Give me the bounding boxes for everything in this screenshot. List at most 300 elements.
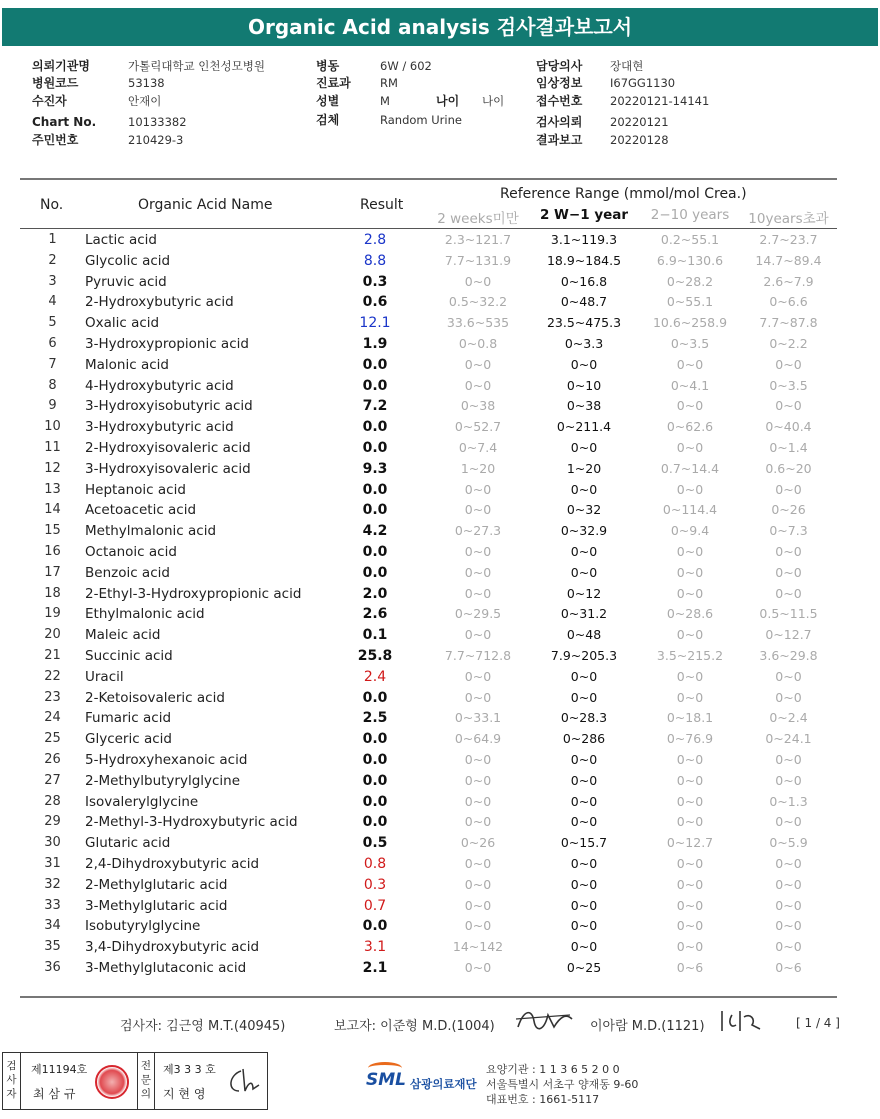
row-result: 0.0 <box>362 731 388 748</box>
row-acid-name: Ethylmalonic acid <box>85 606 205 623</box>
row-range-under-2w: 33.6~535 <box>446 315 510 331</box>
row-range-over-10y: 0~26 <box>771 502 806 518</box>
table-row <box>20 750 837 771</box>
row-result: 4.2 <box>362 523 388 540</box>
row-range-2w-1y: 0~211.4 <box>556 419 612 435</box>
row-no: 31 <box>44 855 61 871</box>
row-range-2w-1y: 3.1~119.3 <box>550 232 618 247</box>
row-acid-name: 2-Ketoisovaleric acid <box>85 689 225 706</box>
row-result: 3.1 <box>363 939 387 956</box>
row-range-2w-1y: 0~0 <box>570 356 598 372</box>
row-range-over-10y: 0~0 <box>775 398 802 414</box>
row-range-over-10y: 0~24.1 <box>765 731 812 747</box>
info-value-chart-no: 10133382 <box>128 115 187 129</box>
row-result: 0.0 <box>362 481 388 498</box>
row-range-2w-1y: 0~0 <box>570 897 598 913</box>
table-row <box>20 646 837 667</box>
row-range-2-10y: 0~28.2 <box>666 273 714 289</box>
table-row <box>20 667 837 688</box>
row-range-2-10y: 0.2~55.1 <box>660 232 720 247</box>
info-value-report-date: 20220128 <box>610 133 669 147</box>
row-acid-name: 3-Hydroxybutyric acid <box>85 419 234 436</box>
row-no: 19 <box>44 606 61 622</box>
row-range-over-10y: 2.7~23.7 <box>759 232 818 247</box>
row-range-over-10y: 7.7~87.8 <box>759 315 818 331</box>
row-range-2-10y: 0~0 <box>676 793 704 809</box>
row-no: 29 <box>44 814 61 830</box>
row-acid-name: 4-Hydroxybutyric acid <box>85 377 234 394</box>
table-row <box>20 916 837 937</box>
row-range-under-2w: 7.7~131.9 <box>444 252 512 268</box>
row-range-2w-1y: 0~32.9 <box>560 523 608 539</box>
row-range-2-10y: 0~18.1 <box>666 710 714 726</box>
row-no: 32 <box>44 876 61 892</box>
row-range-over-10y: 0~0 <box>775 897 802 913</box>
row-range-under-2w: 0~0 <box>464 564 492 580</box>
info-value-hospital-code: 53138 <box>128 76 165 90</box>
row-range-2-10y: 0~12.7 <box>666 835 714 851</box>
table-row <box>20 459 837 480</box>
table-row <box>20 334 837 355</box>
row-range-under-2w: 0~0 <box>464 627 492 643</box>
row-range-2-10y: 0~0 <box>676 876 704 892</box>
sml-logo <box>366 1062 486 1102</box>
header-name: Organic Acid Name <box>138 197 273 213</box>
row-result: 8.8 <box>363 252 387 269</box>
info-label-patient: 수진자 <box>32 94 67 108</box>
row-range-2w-1y: 0~38 <box>566 398 602 414</box>
row-range-2-10y: 0~0 <box>676 751 704 767</box>
row-result: 0.1 <box>362 627 388 644</box>
table-row <box>20 584 837 605</box>
reporter-signature: 보고자: 이준형 M.D.(1004) <box>334 1019 495 1034</box>
row-range-under-2w: 0~0 <box>464 585 492 601</box>
row-range-2w-1y: 23.5~475.3 <box>546 315 622 331</box>
row-range-under-2w: 0~0 <box>464 356 492 372</box>
row-acid-name: 5-Hydroxyhexanoic acid <box>85 751 248 768</box>
row-result: 7.2 <box>362 398 388 415</box>
row-range-2-10y: 0~62.6 <box>666 419 714 435</box>
row-result: 0.0 <box>362 439 388 456</box>
info-value-request-date: 20220121 <box>610 115 669 129</box>
row-range-over-10y: 0~12.7 <box>765 627 812 643</box>
row-range-2-10y: 0~6 <box>676 959 704 975</box>
table-bottom-border <box>20 996 837 998</box>
info-label-hospital-code: 병원코드 <box>32 76 79 90</box>
cert-label-tester: 검 사 자 <box>3 1053 21 1109</box>
row-range-under-2w: 0.5~32.2 <box>448 294 508 310</box>
row-acid-name: 2-Hydroxybutyric acid <box>85 294 234 311</box>
row-no: 34 <box>44 918 61 934</box>
patient-info <box>32 58 862 150</box>
row-no: 28 <box>44 793 61 809</box>
row-acid-name: Isobutyrylglycine <box>85 918 201 935</box>
row-result: 0.0 <box>362 419 388 436</box>
row-range-under-2w: 1~20 <box>460 460 496 476</box>
row-no: 21 <box>44 647 61 663</box>
row-range-2w-1y: 0~0 <box>570 918 598 934</box>
row-result: 1.9 <box>362 335 388 352</box>
row-acid-name: Maleic acid <box>85 627 161 644</box>
row-acid-name: 3-Hydroxypropionic acid <box>85 335 249 352</box>
cert-specialist-name: 지 현 영 <box>163 1087 206 1101</box>
row-no: 11 <box>44 439 61 455</box>
info-label-report-date: 결과보고 <box>536 133 583 147</box>
row-acid-name: Glutaric acid <box>85 835 171 852</box>
row-range-2-10y: 0~0 <box>676 564 704 580</box>
lab-code: 요양기관 : 1 1 3 6 5 2 0 0 <box>486 1063 620 1076</box>
row-acid-name: Fumaric acid <box>85 710 172 727</box>
info-value-hospital: 가톨릭대학교 인천성모병원 <box>128 59 265 73</box>
row-range-under-2w: 0~0 <box>464 273 492 289</box>
info-label-receipt-no: 접수번호 <box>536 94 583 108</box>
info-value-specimen: Random Urine <box>380 113 462 127</box>
table-row <box>20 500 837 521</box>
row-range-2w-1y: 0~0 <box>570 793 598 809</box>
row-range-2-10y: 0~3.5 <box>670 335 710 351</box>
row-range-2w-1y: 0~25 <box>566 959 602 975</box>
table-row <box>20 480 837 501</box>
row-range-under-2w: 0~38 <box>460 398 496 414</box>
row-range-2-10y: 0~4.1 <box>670 377 710 393</box>
row-range-under-2w: 0~0 <box>464 772 492 788</box>
row-result: 2.0 <box>362 585 388 602</box>
row-range-2-10y: 0~0 <box>676 481 704 497</box>
row-acid-name: Heptanoic acid <box>85 481 186 498</box>
row-range-2-10y: 0~0 <box>676 897 704 913</box>
table-row <box>20 854 837 875</box>
row-range-2w-1y: 0~0 <box>570 876 598 892</box>
row-range-over-10y: 0~0 <box>775 939 802 955</box>
row-range-over-10y: 0~0 <box>775 772 802 788</box>
row-range-2w-1y: 0~31.2 <box>560 606 608 622</box>
row-result: 0.3 <box>362 273 388 290</box>
cert-specialist-no: 제3 3 3 호 <box>163 1063 216 1076</box>
row-acid-name: 2,4-Dihydroxybutyric acid <box>85 855 260 872</box>
row-range-under-2w: 0~0 <box>464 814 492 830</box>
row-range-over-10y: 0~40.4 <box>765 419 812 435</box>
row-range-under-2w: 0~0 <box>464 543 492 559</box>
handwritten-signature-1 <box>514 1005 576 1033</box>
row-no: 6 <box>48 335 57 351</box>
row-range-under-2w: 2.3~121.7 <box>444 232 512 247</box>
row-no: 30 <box>44 835 61 851</box>
header-range-2: 2−10 years <box>650 207 730 223</box>
row-no: 12 <box>44 460 61 476</box>
row-range-under-2w: 0~27.3 <box>454 523 502 539</box>
table-row <box>20 958 837 979</box>
row-result: 0.0 <box>362 918 388 935</box>
row-result: 2.1 <box>362 959 388 976</box>
row-range-over-10y: 0~6 <box>775 959 802 975</box>
row-range-2w-1y: 0~0 <box>570 772 598 788</box>
table-row <box>20 292 837 313</box>
row-result: 0.3 <box>363 876 387 893</box>
row-result: 0.0 <box>362 751 388 768</box>
row-no: 24 <box>44 710 61 726</box>
header-no: No. <box>40 197 64 213</box>
info-label-hospital: 의뢰기관명 <box>32 59 90 73</box>
report-title: Organic Acid analysis 검사결과보고서 <box>2 8 878 46</box>
row-no: 7 <box>48 356 57 372</box>
row-result: 0.8 <box>363 855 387 872</box>
info-value-id-no: 210429-3 <box>128 133 184 147</box>
row-range-over-10y: 0~2.4 <box>769 710 808 726</box>
row-range-2w-1y: 0~10 <box>566 377 602 393</box>
row-range-2-10y: 0~114.4 <box>662 502 718 518</box>
row-range-2w-1y: 0~16.8 <box>560 273 608 289</box>
row-range-over-10y: 0.6~20 <box>765 460 812 476</box>
row-range-2-10y: 0~0 <box>676 398 704 414</box>
info-value-doctor: 장대현 <box>610 59 644 73</box>
row-result: 2.5 <box>362 710 388 727</box>
row-acid-name: 3-Hydroxyisobutyric acid <box>85 398 253 415</box>
table-row <box>20 230 837 251</box>
cert-tester-no: 제11194호 <box>31 1063 88 1076</box>
row-range-over-10y: 14.7~89.4 <box>755 252 822 268</box>
row-result: 0.0 <box>362 689 388 706</box>
row-range-over-10y: 0~5.9 <box>769 835 808 851</box>
table-row <box>20 313 837 334</box>
info-value-sex: M <box>380 94 390 108</box>
table-row <box>20 251 837 272</box>
row-range-2-10y: 0~55.1 <box>666 294 714 310</box>
row-range-over-10y: 0~3.5 <box>769 377 808 393</box>
row-no: 23 <box>44 689 61 705</box>
row-range-2w-1y: 0~48 <box>566 627 602 643</box>
row-no: 18 <box>44 585 61 601</box>
row-range-2w-1y: 0~0 <box>570 814 598 830</box>
row-range-2w-1y: 0~48.7 <box>560 294 608 310</box>
row-range-over-10y: 0~0 <box>775 668 802 684</box>
signers <box>120 1013 860 1035</box>
row-range-2-10y: 0~0 <box>676 772 704 788</box>
header-range-3: 10years초과 <box>748 211 829 227</box>
row-range-2-10y: 0~0 <box>676 585 704 601</box>
table-row <box>20 563 837 584</box>
row-range-2-10y: 0~0 <box>676 668 704 684</box>
row-range-under-2w: 7.7~712.8 <box>444 647 512 663</box>
row-acid-name: Acetoacetic acid <box>85 502 197 519</box>
row-range-2-10y: 0~0 <box>676 627 704 643</box>
row-range-under-2w: 0~0 <box>464 918 492 934</box>
info-value-clinical: I67GG1130 <box>610 76 676 90</box>
row-range-under-2w: 0~0 <box>464 481 492 497</box>
row-result: 2.8 <box>363 232 387 248</box>
table-row <box>20 417 837 438</box>
table-row <box>20 396 837 417</box>
row-range-under-2w: 0~0.8 <box>458 335 498 351</box>
row-acid-name: 3-Methylglutaconic acid <box>85 959 247 976</box>
row-range-over-10y: 0.5~11.5 <box>759 606 818 622</box>
tester-signature: 검사자: 김근영 M.T.(40945) <box>120 1019 286 1034</box>
row-no: 13 <box>44 481 61 497</box>
table-row <box>20 604 837 625</box>
row-no: 4 <box>48 294 57 310</box>
row-range-under-2w: 0~0 <box>464 377 492 393</box>
row-acid-name: 2-Hydroxyisovaleric acid <box>85 439 251 456</box>
row-range-2w-1y: 0~0 <box>570 668 598 684</box>
row-result: 0.0 <box>362 564 388 581</box>
row-acid-name: 2-Methyl-3-Hydroxybutyric acid <box>85 814 298 831</box>
table-row <box>20 708 837 729</box>
info-label-department: 진료과 <box>316 76 351 90</box>
info-value-ward: 6W / 602 <box>380 59 432 73</box>
info-label-id-no: 주민번호 <box>32 133 79 147</box>
row-range-2w-1y: 1~20 <box>566 460 602 476</box>
row-range-2-10y: 0~28.6 <box>666 606 714 622</box>
row-result: 0.0 <box>362 793 388 810</box>
table-row <box>20 771 837 792</box>
row-acid-name: Methylmalonic acid <box>85 523 217 540</box>
row-range-over-10y: 0~1.4 <box>769 439 808 455</box>
row-range-2w-1y: 0~0 <box>570 564 598 580</box>
row-range-2-10y: 6.9~130.6 <box>656 252 724 268</box>
row-range-under-2w: 0~33.1 <box>454 710 502 726</box>
row-no: 14 <box>44 502 61 518</box>
row-range-2w-1y: 7.9~205.3 <box>550 647 618 663</box>
row-range-over-10y: 0~0 <box>775 918 802 934</box>
info-value-patient: 안재이 <box>128 94 162 108</box>
row-acid-name: Pyruvic acid <box>85 273 167 290</box>
row-no: 8 <box>48 377 57 393</box>
info-value-age: 나이 <box>482 94 505 108</box>
row-acid-name: Glycolic acid <box>85 252 171 269</box>
row-range-2w-1y: 0~0 <box>570 855 598 871</box>
row-no: 16 <box>44 543 61 559</box>
row-no: 20 <box>44 627 61 643</box>
row-range-over-10y: 3.6~29.8 <box>759 647 818 663</box>
row-result: 12.1 <box>359 315 391 332</box>
info-label-chart-no: Chart No. <box>32 115 97 129</box>
row-range-2-10y: 0~9.4 <box>670 523 710 539</box>
lab-info <box>486 1062 638 1107</box>
header-range-0: 2 weeks미만 <box>437 211 519 227</box>
row-acid-name: Oxalic acid <box>85 315 160 332</box>
row-acid-name: Glyceric acid <box>85 731 172 748</box>
row-no: 3 <box>48 273 57 289</box>
logo-name: 삼광의료재단 <box>410 1077 477 1091</box>
table-row <box>20 376 837 397</box>
row-acid-name: Octanoic acid <box>85 543 177 560</box>
row-range-2w-1y: 0~32 <box>566 502 602 518</box>
row-range-under-2w: 0~0 <box>464 689 492 705</box>
row-range-2-10y: 0~0 <box>676 689 704 705</box>
row-range-under-2w: 0~0 <box>464 959 492 975</box>
row-range-2-10y: 0~0 <box>676 855 704 871</box>
handwritten-signature-3 <box>225 1067 261 1097</box>
info-label-doctor: 담당의사 <box>536 59 583 73</box>
row-range-over-10y: 0~0 <box>775 689 802 705</box>
row-acid-name: 3-Hydroxyisovaleric acid <box>85 460 251 477</box>
row-result: 0.0 <box>362 377 388 394</box>
row-result: 0.5 <box>362 835 388 852</box>
table-row <box>20 355 837 376</box>
row-acid-name: 2-Ethyl-3-Hydroxypropionic acid <box>85 585 302 602</box>
row-result: 0.0 <box>362 543 388 560</box>
row-acid-name: 3,4-Dihydroxybutyric acid <box>85 939 260 956</box>
info-label-specimen: 검체 <box>316 113 340 127</box>
row-result: 0.0 <box>362 356 388 373</box>
header-result: Result <box>360 197 404 213</box>
row-range-2-10y: 0~0 <box>676 356 704 372</box>
header-divider <box>20 228 837 229</box>
table-row <box>20 792 837 813</box>
row-range-over-10y: 0~0 <box>775 751 802 767</box>
row-no: 25 <box>44 731 61 747</box>
row-no: 35 <box>44 939 61 955</box>
row-range-2-10y: 0~0 <box>676 814 704 830</box>
row-no: 15 <box>44 523 61 539</box>
row-range-over-10y: 0~6.6 <box>769 294 808 310</box>
row-acid-name: Isovalerylglycine <box>85 793 199 810</box>
row-no: 2 <box>48 252 57 268</box>
info-label-ward: 병동 <box>316 59 340 73</box>
row-range-2-10y: 3.5~215.2 <box>656 647 724 663</box>
row-range-under-2w: 14~142 <box>452 939 504 955</box>
cert-tester-name: 최 삼 규 <box>33 1087 76 1101</box>
row-range-under-2w: 0~0 <box>464 855 492 871</box>
row-no: 36 <box>44 959 61 975</box>
row-range-2w-1y: 0~12 <box>566 585 602 601</box>
table-header <box>20 182 837 228</box>
table-row <box>20 896 837 917</box>
row-result: 9.3 <box>362 460 388 477</box>
row-range-2w-1y: 0~15.7 <box>560 835 608 851</box>
table-row <box>20 625 837 646</box>
table-row <box>20 833 837 854</box>
row-no: 22 <box>44 668 61 684</box>
row-range-over-10y: 2.6~7.9 <box>763 273 814 289</box>
row-result: 0.0 <box>362 502 388 519</box>
row-range-over-10y: 0~0 <box>775 356 802 372</box>
row-range-over-10y: 0~0 <box>775 876 802 892</box>
row-no: 9 <box>48 398 57 414</box>
row-result: 2.6 <box>362 606 388 623</box>
row-no: 27 <box>44 772 61 788</box>
row-result: 2.4 <box>363 668 387 685</box>
second-signer: 이아람 M.D.(1121) <box>590 1019 705 1034</box>
row-range-2-10y: 0~0 <box>676 918 704 934</box>
info-value-receipt-no: 20220121-14141 <box>610 94 710 108</box>
row-range-2-10y: 0.7~14.4 <box>660 460 720 476</box>
row-range-2w-1y: 0~28.3 <box>560 710 608 726</box>
row-range-2w-1y: 0~0 <box>570 689 598 705</box>
row-no: 1 <box>48 232 57 247</box>
row-acid-name: 2-Methylglutaric acid <box>85 876 228 893</box>
row-acid-name: Succinic acid <box>85 647 173 664</box>
seal-stamp <box>95 1065 129 1099</box>
row-range-over-10y: 0~0 <box>775 481 802 497</box>
row-range-2-10y: 0~0 <box>676 543 704 559</box>
row-range-over-10y: 0~0 <box>775 564 802 580</box>
row-acid-name: Malonic acid <box>85 356 169 373</box>
row-range-2-10y: 0~0 <box>676 939 704 955</box>
row-no: 17 <box>44 564 61 580</box>
row-range-over-10y: 0~0 <box>775 855 802 871</box>
cert-label-specialist: 전 문 의 <box>137 1053 155 1109</box>
row-range-2w-1y: 0~3.3 <box>564 335 604 351</box>
row-range-2-10y: 10.6~258.9 <box>652 315 728 331</box>
table-row <box>20 937 837 958</box>
table-row <box>20 812 837 833</box>
info-value-department: RM <box>380 76 398 90</box>
row-range-under-2w: 0~26 <box>460 835 496 851</box>
row-no: 26 <box>44 751 61 767</box>
handwritten-signature-2 <box>716 1007 768 1035</box>
row-result: 0.7 <box>363 897 387 914</box>
info-label-age: 나이 <box>436 94 460 108</box>
